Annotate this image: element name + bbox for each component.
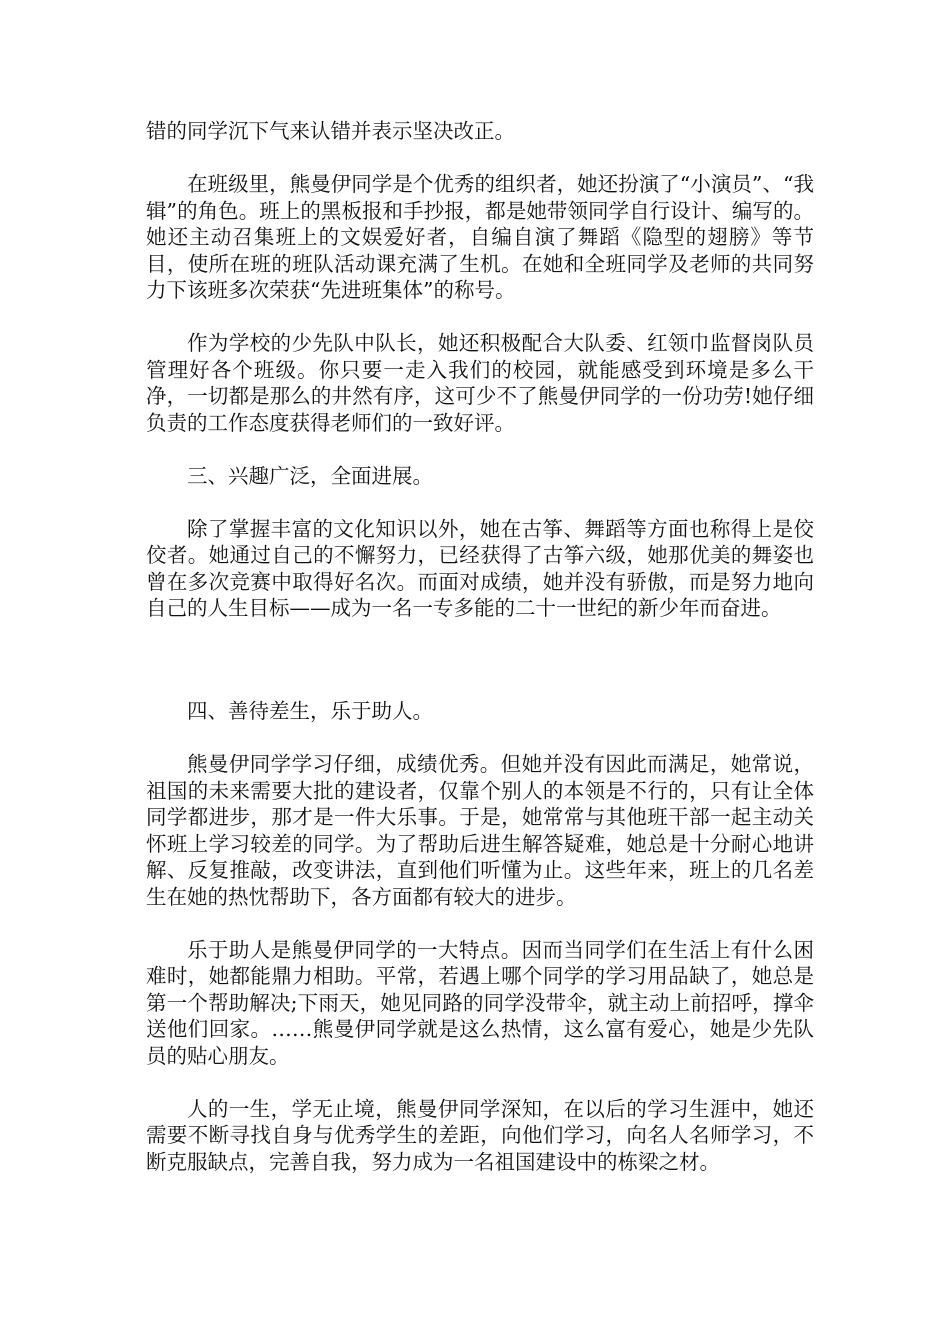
paragraph-helping-students: 熊曼伊同学学习仔细，成绩优秀。但她并没有因此而满足，她常说，祖国的未来需要大批的建设者，仅靠个别人的本领是不行的，只有让全体同学都进步，那才是一件大乐事。于是，她常常与其他班干部一起主动关怀班上学习较差的同学。为了帮助后进生解答疑难，她总是十分耐心地讲解、反复推敲，改变讲法，直到他们听懂为止。这些年来，班上的几名差生在她的热忱帮助下，各方面都有较大的进步。 — [146, 752, 814, 909]
paragraph-conclusion: 人的一生，学无止境，熊曼伊同学深知，在以后的学习生涯中，她还需要不断寻找自身与优秀学生的差距，向他们学习，向名人名师学习，不断克服缺点，完善自我，努力成为一名祖国建设中的栋梁之材。 — [146, 1096, 814, 1174]
paragraph-class-organizer: 在班级里，熊曼伊同学是个优秀的组织者，她还扮演了“小演员”、“我辑”的角色。班上的黑板报和手抄报，都是她带领同学自行设计、编写的。她还主动召集班上的文娱爱好者，自编自演了舞蹈《隐型的翅膀》等节目，使所在班的班队活动课充满了生机。在她和全班同学及老师的共同努力下该班多次荣获“先进班集体”的称号。 — [146, 172, 814, 302]
paragraph-continuation: 错的同学沉下气来认错并表示坚决改正。 — [146, 119, 515, 143]
document-page — [146, 118, 814, 1202]
section-heading-helping: 四、善待差生，乐于助人。 — [187, 699, 433, 723]
paragraph-helpful-nature: 乐于助人是熊曼伊同学的一大特点。因而当同学们在生活上有什么困难时，她都能鼎力相助。平常，若遇上哪个同学的学习用品缺了，她总是第一个帮助解决;下雨天，她见同路的同学没带伞，就主动上前招呼，撑伞送他们回家。……熊曼伊同学就是这么热情，这么富有爱心，她是少先队员的贴心朋友。 — [146, 937, 814, 1068]
paragraph-interests: 除了掌握丰富的文化知识以外，她在古筝、舞蹈等方面也称得上是佼佼者。她通过自己的不懈努力，已经获得了古筝六级，她那优美的舞姿也曾在多次竞赛中取得好名次。而面对成绩，她并没有骄傲，而是努力地向自己的人生目标——成为一名一专多能的二十一世纪的新少年而奋进。 — [146, 516, 814, 620]
section-spacer — [146, 648, 814, 698]
paragraph-squadron-leader: 作为学校的少先队中队长，她还积极配合大队委、红领巾监督岗队员管理好各个班级。你只要一走入我们的校园，就能感受到环境是多么干净，一切都是那么的井然有序，这可少不了熊曼伊同学的一份功劳!她仔细负责的工作态度获得老师们的一致好评。 — [146, 331, 814, 435]
section-heading-interests: 三、兴趣广泛，全面进展。 — [187, 463, 433, 488]
